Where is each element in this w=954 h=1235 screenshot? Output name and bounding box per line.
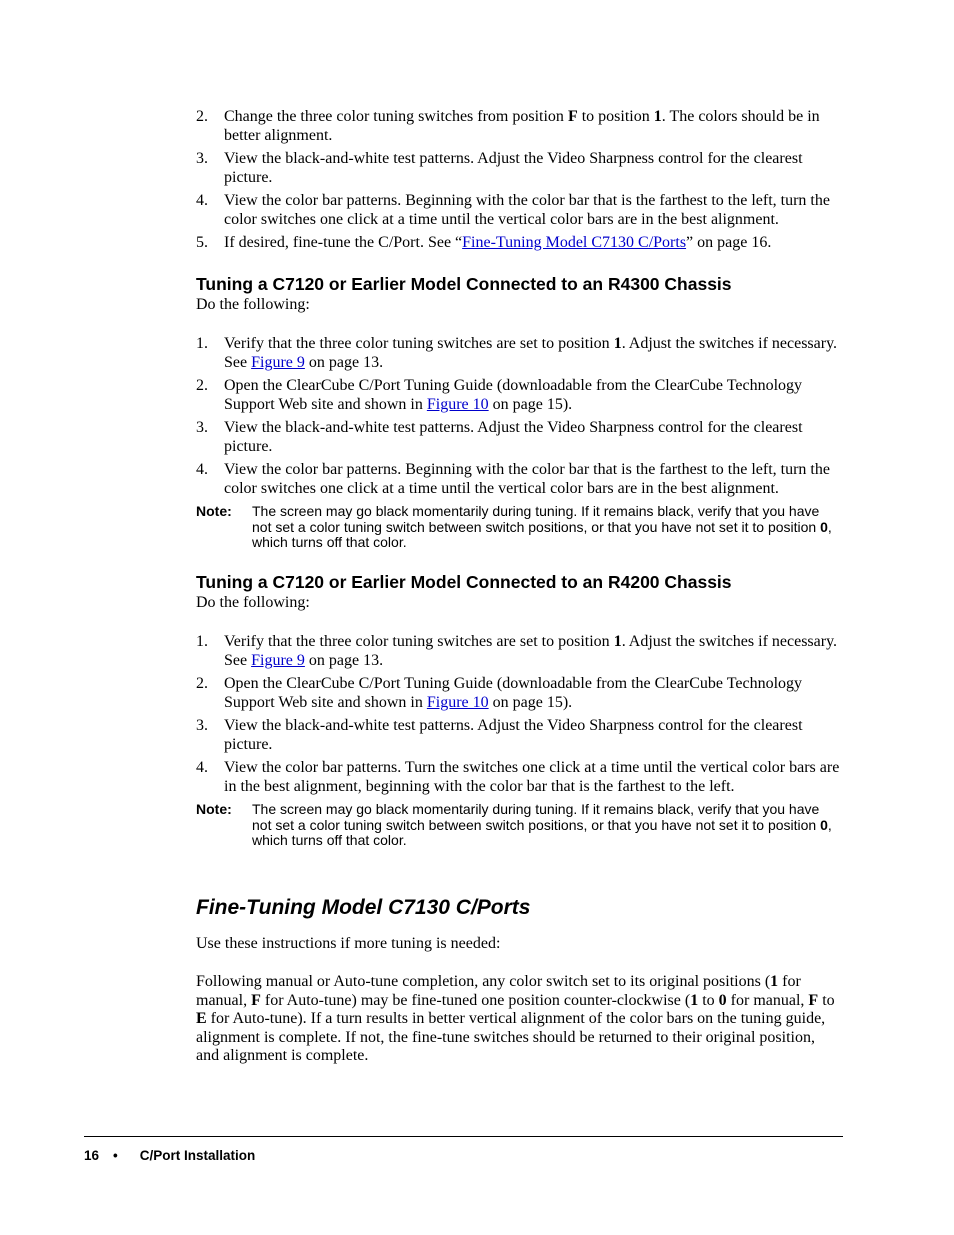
list-text: View the black-and-white test patterns. Adjust the Video Sharpness control for the clearest picture. <box>224 150 803 186</box>
list-number: 3. <box>196 150 208 167</box>
section-heading-r4200: Tuning a C7120 or Earlier Model Connected to an R4200 Chassis <box>196 572 732 592</box>
list-number: 3. <box>196 717 208 734</box>
note-label: Note: <box>196 503 232 519</box>
page-footer <box>84 1148 255 1164</box>
list-number: 2. <box>196 377 208 394</box>
section-title-fine-tuning: Fine-Tuning Model C7130 C/Ports <box>196 896 531 919</box>
list-number: 1. <box>196 633 208 650</box>
list-text: Verify that the three color tuning switches are set to position 1. Adjust the switches if necessary. See Figure 9 on page 13. <box>224 335 838 371</box>
list-text: View the color bar patterns. Beginning with the color bar that is the farthest to the left, turn the color switches one click at a time until the vertical color bars are in the best alignment. <box>224 192 830 228</box>
list-text: View the black-and-white test patterns. Adjust the Video Sharpness control for the clearest picture. <box>224 717 803 753</box>
figure-10-link[interactable]: Figure 10 <box>426 693 489 711</box>
fine-tuning-link[interactable]: Fine-Tuning Model C7130 C/Ports <box>462 234 687 251</box>
list-number: 5. <box>196 234 208 251</box>
note-label: Note: <box>196 801 232 817</box>
note-text: The screen may go black momentarily during tuning. If it remains black, verify that you have not set a color tuning switch between switch positions, or that you have not set it to position 0, which turns off that color. <box>252 503 832 550</box>
list-text: Change the three color tuning switches from position F to position 1. The colors should be in better alignment. <box>224 108 820 144</box>
list-number: 2. <box>196 108 208 125</box>
figure-9-link[interactable]: Figure 9 <box>251 353 305 371</box>
page-number: 16 <box>84 1148 100 1163</box>
body-paragraph: Following manual or Auto-tune completion, any color switch set to its original positions (1 for manual, F for Auto-tune) may be fine-tuned one position counter-clockwise (1 to 0 for manual, F to E for Auto-tune). If a turn results in better vertical alignment of the color bars on the tuning guide, alignment is complete. If not, the fine-tune switches should be returned to their original position, and alignment is complete. <box>196 973 835 1064</box>
list-text: Open the ClearCube C/Port Tuning Guide (downloadable from the ClearCube Technology Support Web site and shown in Figure 10 on page 15). <box>224 377 803 413</box>
list-number: 4. <box>196 759 208 776</box>
footer-title: C/Port Installation <box>139 1148 256 1163</box>
figure-10-link[interactable]: Figure 10 <box>426 395 489 413</box>
list-text: View the color bar patterns. Beginning with the color bar that is the farthest to the left, turn the color switches one click at a time until the vertical color bars are in the best alignment. <box>224 461 830 497</box>
list-text: Verify that the three color tuning switches are set to position 1. Adjust the switches if necessary. See Figure 9 on page 13. <box>224 633 838 669</box>
note-text: The screen may go black momentarily during tuning. If it remains black, verify that you have not set a color tuning switch between switch positions, or that you have not set it to position 0, which turns off that color. <box>252 801 832 848</box>
list-text: If desired, fine-tune the C/Port. See “Fine-Tuning Model C7130 C/Ports” on page 16. <box>224 234 772 251</box>
list-number: 3. <box>196 419 208 436</box>
section-intro: Use these instructions if more tuning is needed: <box>196 935 501 952</box>
footer-divider <box>84 1136 843 1137</box>
list-number: 1. <box>196 335 208 352</box>
section-intro: Do the following: <box>196 594 310 611</box>
footer-bullet: • <box>113 1148 118 1163</box>
section-heading-r4300: Tuning a C7120 or Earlier Model Connected to an R4300 Chassis <box>196 274 732 294</box>
list-number: 4. <box>196 192 208 209</box>
figure-9-link[interactable]: Figure 9 <box>251 651 305 669</box>
section-intro: Do the following: <box>196 296 310 313</box>
list-text: View the black-and-white test patterns. Adjust the Video Sharpness control for the clearest picture. <box>224 419 803 455</box>
list-text: View the color bar patterns. Turn the switches one click at a time until the vertical color bars are in the best alignment, beginning with the color bar that is the farthest to the left. <box>224 759 840 795</box>
list-number: 2. <box>196 675 208 692</box>
list-text: Open the ClearCube C/Port Tuning Guide (downloadable from the ClearCube Technology Support Web site and shown in Figure 10 on page 15). <box>224 675 803 711</box>
list-number: 4. <box>196 461 208 478</box>
